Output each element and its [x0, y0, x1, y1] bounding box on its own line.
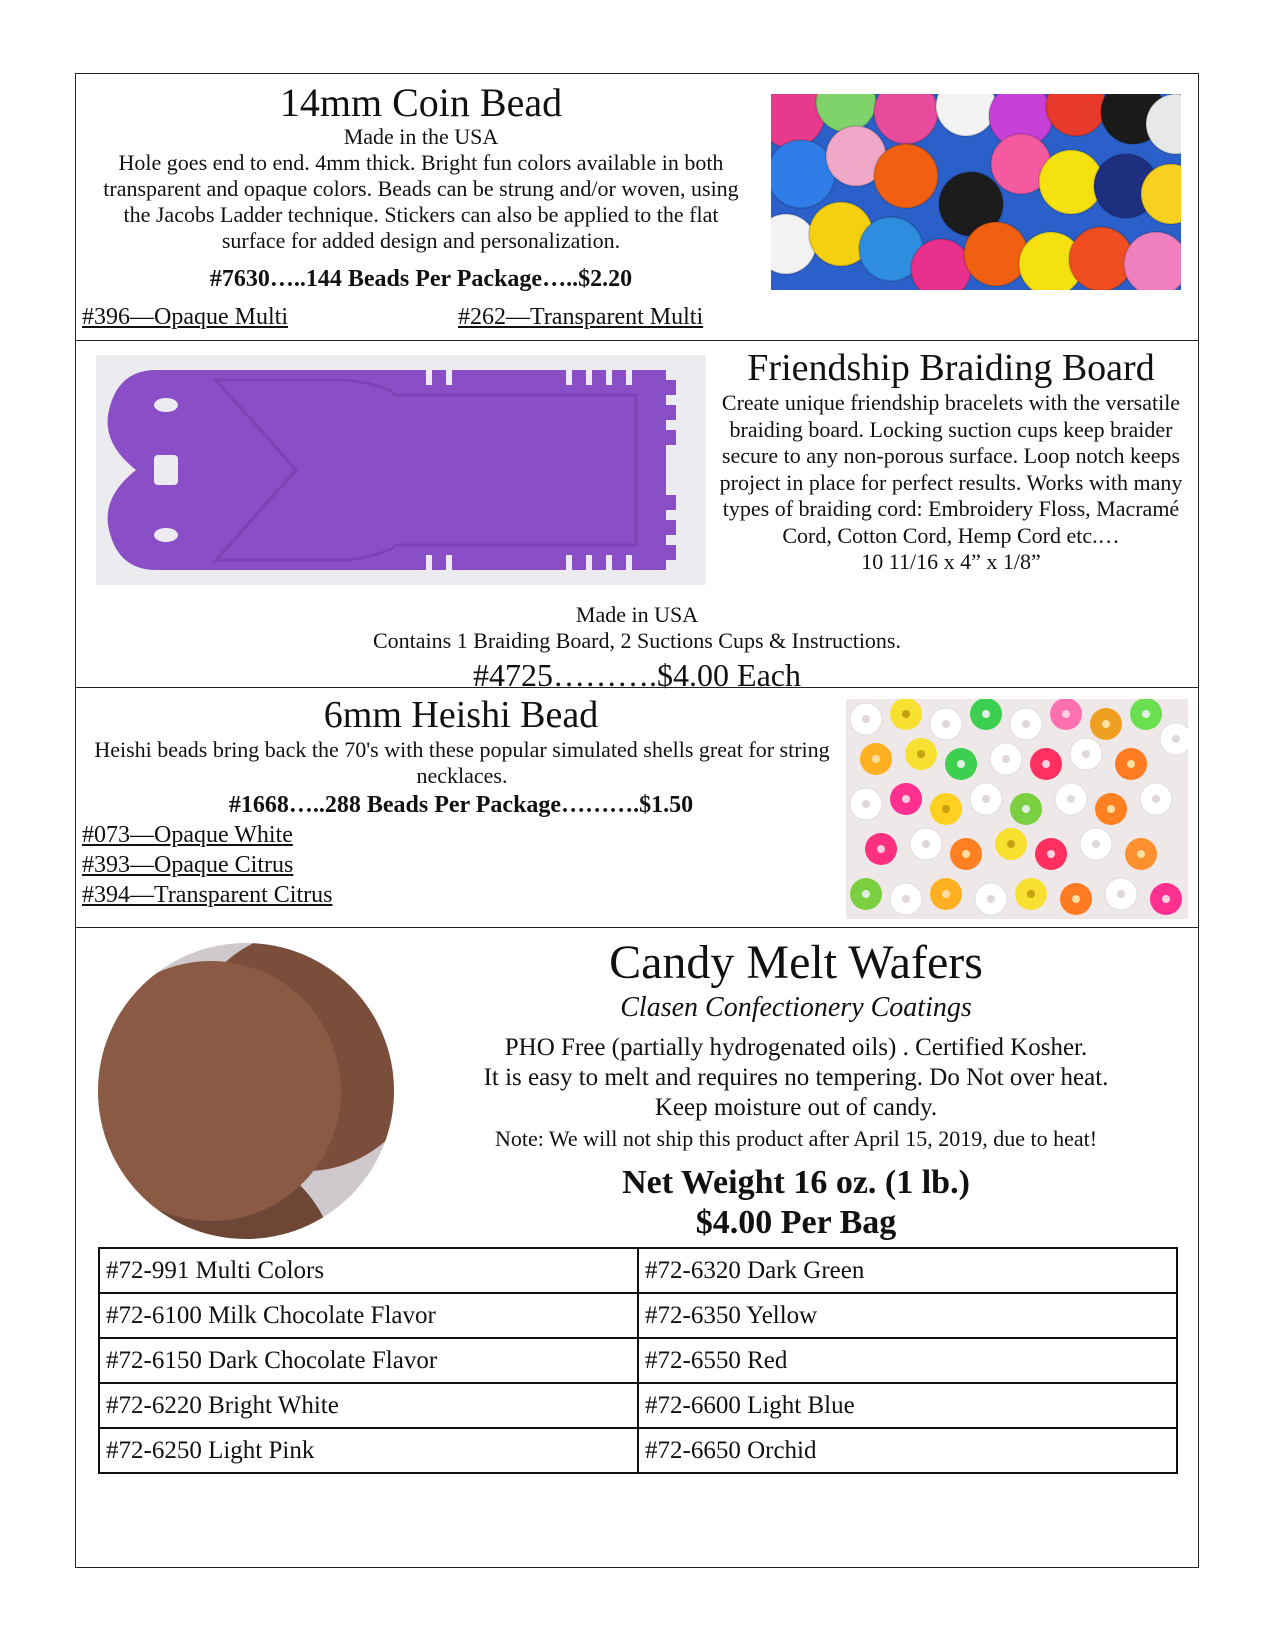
table-cell: #72-6100 Milk Chocolate Flavor [99, 1293, 638, 1338]
table-cell: #72-6250 Light Pink [99, 1428, 638, 1473]
braiding-board-origin: Made in USA [575, 602, 699, 627]
coin-bead-variant: #262—Transparent Multi [458, 304, 704, 330]
heishi-bead-price: #1668…..288 Beads Per Package……….$1.50 [228, 792, 694, 818]
coin-bead-price: #7630…..144 Beads Per Package…..$2.20 [209, 266, 633, 292]
braiding-board-contents: Contains 1 Braiding Board, 2 Suctions Cups & Instructions. [373, 628, 901, 653]
candy-wafer-photo [96, 941, 396, 1241]
table-row [99, 1248, 1177, 1293]
table-row [99, 1293, 1177, 1338]
braiding-board-description [711, 390, 1191, 576]
candy-melt-item-table [98, 1247, 1178, 1474]
coin-bead-description: Hole goes end to end. 4mm thick. Bright fun colors available in both transparent and opaque colors. Beads can be strung and/or woven, using the Jacobs Ladder technique. Stickers can also be applied to the flat surface for added design and personalization. [103, 150, 739, 253]
coin-bead-section [76, 74, 1198, 340]
braiding-board-description-text: Create unique friendship bracelets with the versatile braiding board. Locking suction cups keep braider secure to any non-porous surface. Loop notch keeps project in place for perfect results. Works with many types of braiding cord: Embroidery Floss, Macramé Cord, Cotton Cord, Hemp Cord etc.… [719, 390, 1183, 548]
table-row [99, 1428, 1177, 1473]
braiding-board-price: #4725……….$4.00 Each [473, 657, 801, 693]
candy-melt-description-line: PHO Free (partially hydrogenated oils) . Certified Kosher. [504, 1034, 1088, 1061]
table-cell: #72-6150 Dark Chocolate Flavor [99, 1338, 638, 1383]
table-row [99, 1338, 1177, 1383]
candy-melt-description-line: Keep moisture out of candy. [654, 1094, 938, 1121]
heishi-bead-photo [846, 699, 1188, 919]
braiding-board-section [76, 340, 1198, 693]
coin-bead-origin: Made in the USA [343, 124, 499, 149]
coin-bead-photo [771, 94, 1181, 290]
heishi-bead-variant: #073—Opaque White [82, 822, 293, 848]
candy-melt-description-line: It is easy to melt and requires no tempering. Do Not over heat. [483, 1064, 1109, 1091]
heishi-bead-description: Heishi beads bring back the 70's with these popular simulated shells great for string necklaces. [94, 737, 830, 788]
heishi-bead-variant: #394—Transparent Citrus [82, 882, 333, 908]
braiding-board-title: Friendship Braiding Board [747, 347, 1155, 389]
table-cell: #72-6600 Light Blue [638, 1383, 1177, 1428]
table-cell: #72-6320 Dark Green [638, 1248, 1177, 1293]
catalog-page-frame [75, 73, 1199, 1568]
heishi-bead-section [76, 687, 1198, 927]
table-cell: #72-6550 Red [638, 1338, 1177, 1383]
table-cell: #72-6350 Yellow [638, 1293, 1177, 1338]
candy-melt-price: $4.00 Per Bag [695, 1204, 897, 1241]
candy-melt-net-weight: Net Weight 16 oz. (1 lb.) [622, 1164, 970, 1201]
coin-bead-title: 14mm Coin Bead [279, 80, 563, 125]
table-row [99, 1383, 1177, 1428]
table-cell: #72-6650 Orchid [638, 1428, 1177, 1473]
candy-melt-section [76, 927, 1198, 1569]
candy-melt-title: Candy Melt Wafers [609, 936, 983, 989]
candy-melt-subtitle: Clasen Confectionery Coatings [620, 992, 972, 1023]
candy-melt-note: Note: We will not ship this product after April 15, 2019, due to heat! [494, 1126, 1098, 1151]
table-cell: #72-6220 Bright White [99, 1383, 638, 1428]
heishi-bead-variant: #393—Opaque Citrus [82, 852, 294, 878]
braiding-board-photo [96, 355, 706, 585]
heishi-bead-title: 6mm Heishi Bead [323, 694, 599, 736]
coin-bead-variant: #396—Opaque Multi [82, 304, 288, 330]
table-cell: #72-991 Multi Colors [99, 1248, 638, 1293]
candy-melt-description [416, 1033, 1176, 1123]
braiding-board-dimensions: 10 11/16 x 4” x 1/8” [861, 549, 1041, 574]
